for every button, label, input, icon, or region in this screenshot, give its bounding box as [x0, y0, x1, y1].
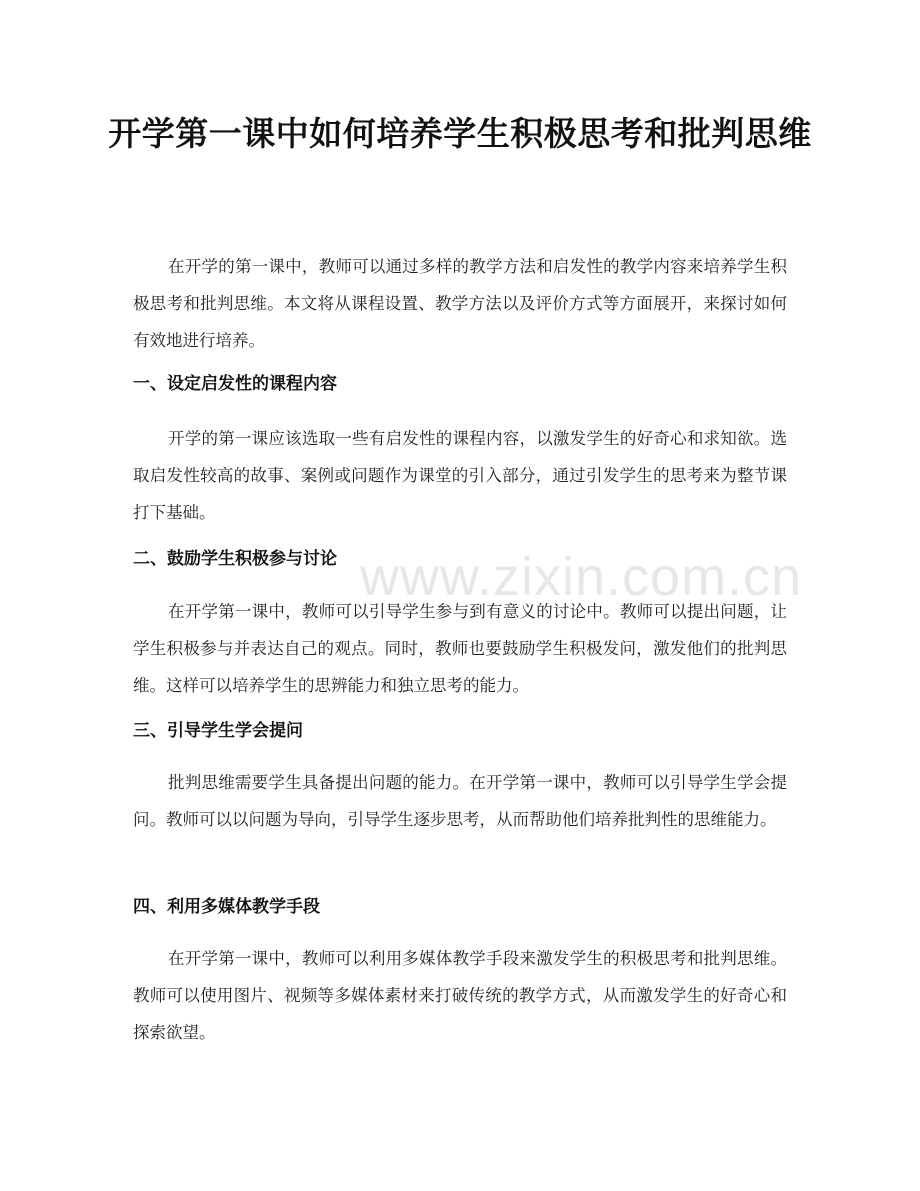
section-heading-2: 二、鼓励学生积极参与讨论 [133, 549, 337, 569]
document-title: 开学第一课中如何培养学生积极思考和批判思维 [108, 114, 812, 153]
section-body-3: 批判思维需要学生具备提出问题的能力。在开学第一课中，教师可以引导学生学会提问。教师可以以问题为导向，引导学生逐步思考，从而帮助他们培养批判性的思维能力。 [133, 773, 787, 829]
section-body-4: 在开学第一课中，教师可以利用多媒体教学手段来激发学生的积极思考和批判思维。教师可以使用图片、视频等多媒体素材来打破传统的教学方式，从而激发学生的好奇心和探索欲望。 [133, 949, 787, 1042]
watermark: www.zixin.com.cn [360, 547, 803, 607]
section-heading-3: 三、引导学生学会提问 [133, 721, 303, 741]
intro-paragraph: 在开学的第一课中，教师可以通过多样的教学方法和启发性的教学内容来培养学生积极思考和批判思维。本文将从课程设置、教学方法以及评价方式等方面展开，来探讨如何有效地进行培养。 [133, 257, 787, 350]
section-heading-4: 四、利用多媒体教学手段 [133, 897, 320, 917]
section-body-1: 开学的第一课应该选取一些有启发性的课程内容，以激发学生的好奇心和求知欲。选取启发性较高的故事、案例或问题作为课堂的引入部分，通过引发学生的思考来为整节课打下基础。 [133, 429, 787, 522]
section-heading-1: 一、设定启发性的课程内容 [133, 374, 337, 394]
section-body-2: 在开学第一课中，教师可以引导学生参与到有意义的讨论中。教师可以提出问题，让学生积极参与并表达自己的观点。同时，教师也要鼓励学生积极发问，激发他们的批判思维。这样可以培养学生的思辨能力和独立思考的能力。 [133, 602, 787, 695]
